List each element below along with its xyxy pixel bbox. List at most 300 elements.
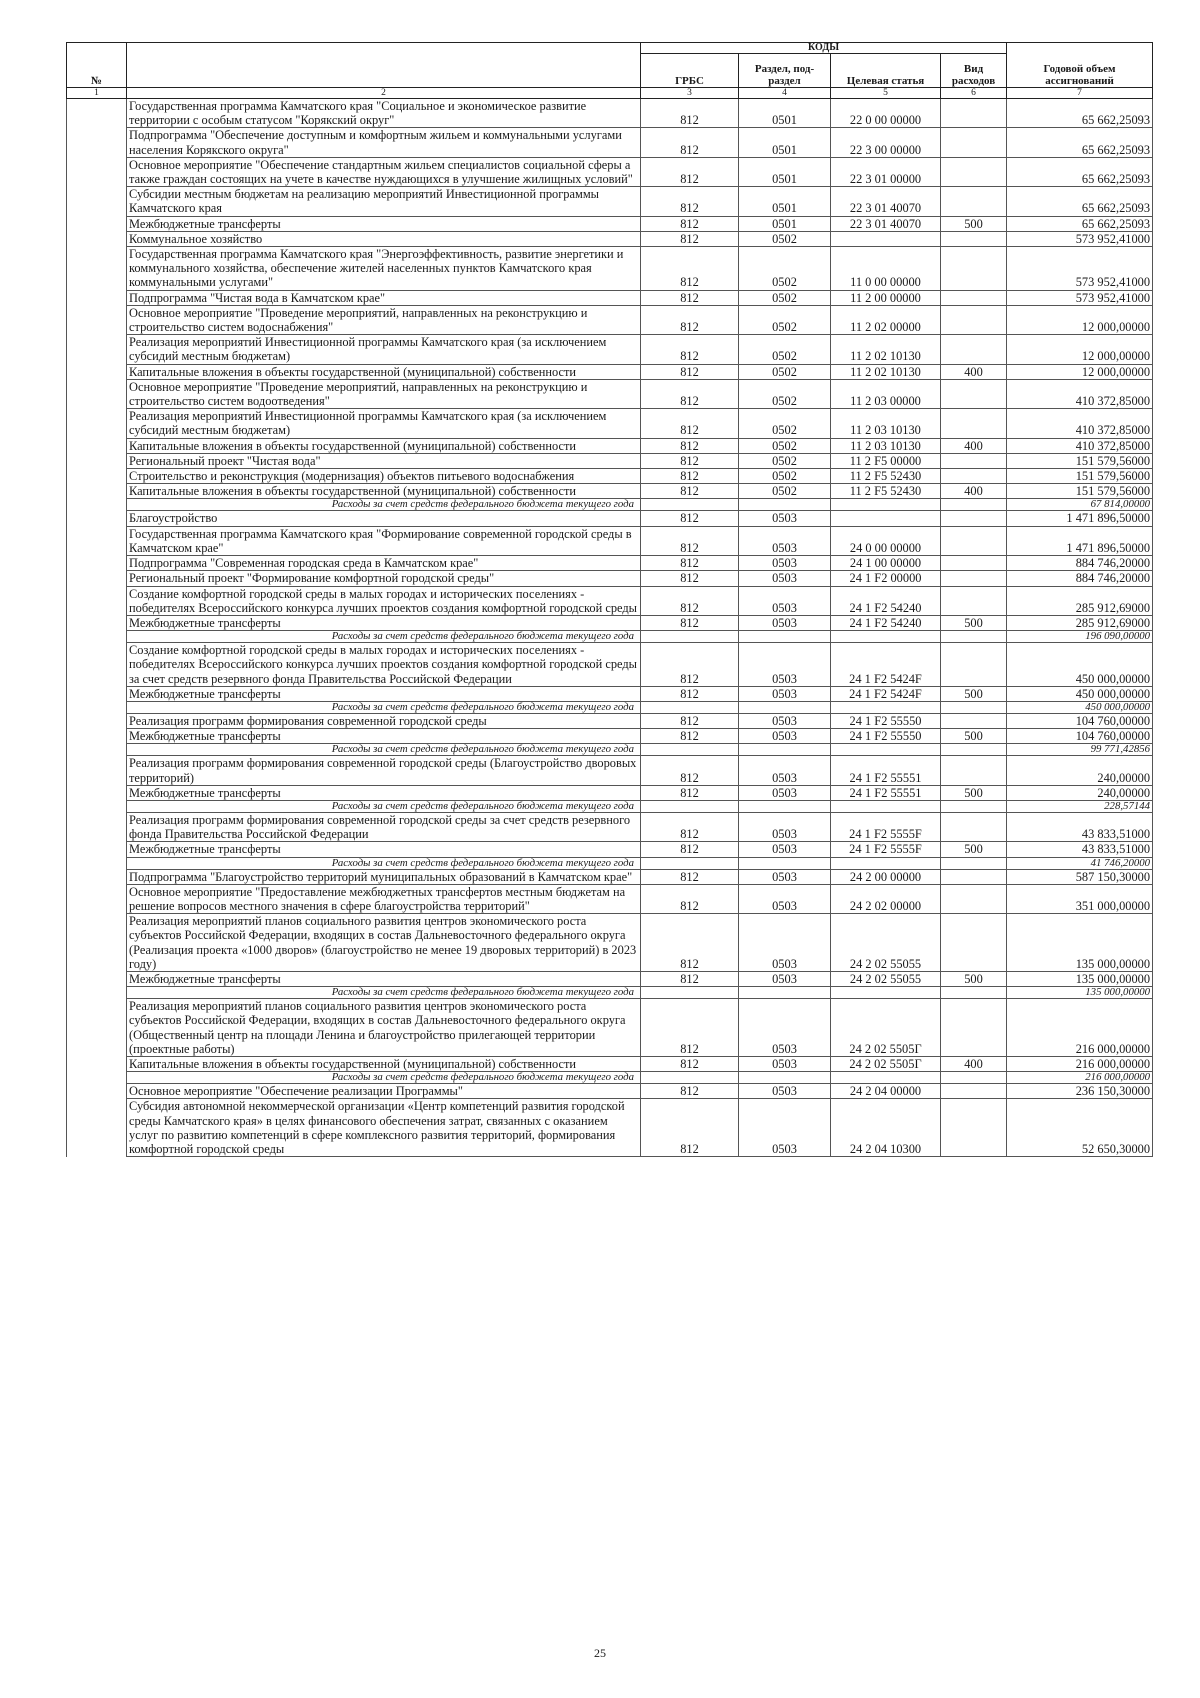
row-number-cell bbox=[67, 571, 127, 586]
row-number-cell bbox=[67, 335, 127, 364]
budget-table bbox=[66, 42, 1153, 1157]
table-row bbox=[67, 335, 1153, 364]
row-number-cell bbox=[67, 469, 127, 484]
federal-budget-note-row bbox=[67, 499, 1153, 511]
column-number-2: 2 bbox=[127, 88, 641, 99]
budget-sheet bbox=[66, 42, 1152, 1157]
target-cell: 11 2 02 10130 bbox=[831, 335, 941, 364]
section-cell: 0501 bbox=[739, 157, 831, 186]
grbs-cell bbox=[641, 499, 739, 511]
section-cell: 0503 bbox=[739, 842, 831, 857]
grbs-cell bbox=[641, 987, 739, 999]
table-row bbox=[67, 615, 1153, 630]
target-cell: 24 1 00 00000 bbox=[831, 556, 941, 571]
table-row bbox=[67, 409, 1153, 438]
expense-type-cell bbox=[941, 409, 1007, 438]
expense-type-cell bbox=[941, 453, 1007, 468]
grbs-cell: 812 bbox=[641, 216, 739, 231]
target-cell: 24 1 F2 00000 bbox=[831, 571, 941, 586]
expense-type-cell bbox=[941, 526, 1007, 555]
row-number-cell bbox=[67, 99, 127, 128]
target-cell: 24 2 02 55055 bbox=[831, 971, 941, 986]
table-row bbox=[67, 484, 1153, 499]
expense-type-cell: 400 bbox=[941, 484, 1007, 499]
row-name-cell: Основное мероприятие "Проведение мероприятий, направленных на реконструкцию и строительство систем водоотведения" bbox=[127, 379, 641, 408]
name-column-header bbox=[127, 43, 641, 88]
row-name-cell: Расходы за счет средств федерального бюджета текущего года bbox=[127, 499, 641, 511]
row-number-cell bbox=[67, 987, 127, 999]
target-cell: 24 2 04 00000 bbox=[831, 1084, 941, 1099]
section-cell bbox=[739, 744, 831, 756]
row-name-cell: Расходы за счет средств федерального бюджета текущего года bbox=[127, 1072, 641, 1084]
expense-type-cell bbox=[941, 187, 1007, 216]
grbs-cell: 812 bbox=[641, 869, 739, 884]
row-name-cell: Создание комфортной городской среды в малых городах и исторических поселениях - победителях Всероссийского конкурса лучших проектов создания комфортной городской среды bbox=[127, 586, 641, 615]
row-name-cell: Строительство и реконструкция (модернизация) объектов питьевого водоснабжения bbox=[127, 469, 641, 484]
amount-cell: 135 000,00000 bbox=[1007, 971, 1153, 986]
target-cell: 11 2 F5 00000 bbox=[831, 453, 941, 468]
row-number-cell bbox=[67, 290, 127, 305]
target-cell: 22 3 01 40070 bbox=[831, 216, 941, 231]
row-name-cell: Региональный проект "Чистая вода" bbox=[127, 453, 641, 468]
table-row bbox=[67, 869, 1153, 884]
row-number-cell bbox=[67, 305, 127, 334]
table-row bbox=[67, 128, 1153, 157]
federal-budget-note-row bbox=[67, 987, 1153, 999]
expense-type-cell bbox=[941, 1099, 1007, 1157]
grbs-cell: 812 bbox=[641, 615, 739, 630]
row-number-cell bbox=[67, 1056, 127, 1071]
expense-type-cell bbox=[941, 586, 1007, 615]
amount-cell: 884 746,20000 bbox=[1007, 556, 1153, 571]
section-cell bbox=[739, 987, 831, 999]
expense-type-cell bbox=[941, 884, 1007, 913]
target-cell: 11 2 03 10130 bbox=[831, 409, 941, 438]
target-cell: 22 3 00 00000 bbox=[831, 128, 941, 157]
row-name-cell: Межбюджетные трансферты bbox=[127, 842, 641, 857]
table-row bbox=[67, 756, 1153, 785]
target-cell: 24 1 F2 5424F bbox=[831, 686, 941, 701]
federal-budget-note-row bbox=[67, 701, 1153, 713]
table-row bbox=[67, 1099, 1153, 1157]
expense-type-cell bbox=[941, 1072, 1007, 1084]
target-cell: 24 0 00 00000 bbox=[831, 526, 941, 555]
target-cell: 24 1 F2 55550 bbox=[831, 729, 941, 744]
grbs-cell: 812 bbox=[641, 713, 739, 728]
table-row bbox=[67, 231, 1153, 246]
amount-cell: 573 952,41000 bbox=[1007, 290, 1153, 305]
expense-type-cell bbox=[941, 335, 1007, 364]
row-name-cell: Расходы за счет средств федерального бюджета текущего года bbox=[127, 631, 641, 643]
section-cell: 0502 bbox=[739, 469, 831, 484]
row-number-cell bbox=[67, 857, 127, 869]
section-cell: 0503 bbox=[739, 526, 831, 555]
row-number-cell bbox=[67, 128, 127, 157]
grbs-cell: 812 bbox=[641, 1056, 739, 1071]
grbs-cell: 812 bbox=[641, 305, 739, 334]
section-cell bbox=[739, 701, 831, 713]
target-cell: 11 2 03 10130 bbox=[831, 438, 941, 453]
row-name-cell: Расходы за счет средств федерального бюджета текущего года bbox=[127, 857, 641, 869]
amount-cell: 52 650,30000 bbox=[1007, 1099, 1153, 1157]
table-row bbox=[67, 216, 1153, 231]
grbs-cell: 812 bbox=[641, 1099, 739, 1157]
row-name-cell: Государственная программа Камчатского края "Социальное и экономическое развитие территории с особым статусом "Корякский округ" bbox=[127, 99, 641, 128]
grbs-cell: 812 bbox=[641, 438, 739, 453]
row-number-cell bbox=[67, 914, 127, 972]
expense-type-cell bbox=[941, 556, 1007, 571]
grbs-column-header: ГРБС bbox=[641, 54, 739, 88]
row-number-cell bbox=[67, 1072, 127, 1084]
row-name-cell: Капитальные вложения в объекты государственной (муниципальной) собственности bbox=[127, 438, 641, 453]
row-number-cell bbox=[67, 1099, 127, 1157]
expense-type-cell bbox=[941, 128, 1007, 157]
row-name-cell: Межбюджетные трансферты bbox=[127, 971, 641, 986]
codes-group-header: КОДЫ bbox=[641, 43, 1007, 54]
target-cell: 22 3 01 00000 bbox=[831, 157, 941, 186]
column-number-6: 6 bbox=[941, 88, 1007, 99]
row-name-cell: Реализация программ формирования современной городской среды (Благоустройство дворовых территорий) bbox=[127, 756, 641, 785]
amount-cell: 450 000,00000 bbox=[1007, 643, 1153, 687]
row-name-cell: Подпрограмма "Чистая вода в Камчатском крае" bbox=[127, 290, 641, 305]
table-row bbox=[67, 453, 1153, 468]
target-cell: 11 2 00 00000 bbox=[831, 290, 941, 305]
target-cell: 24 1 F2 5555F bbox=[831, 812, 941, 841]
expense-type-cell bbox=[941, 713, 1007, 728]
table-row bbox=[67, 713, 1153, 728]
row-number-cell bbox=[67, 1084, 127, 1099]
table-row bbox=[67, 556, 1153, 571]
row-name-cell: Основное мероприятие "Обеспечение стандартным жильем специалистов социальной сферы а также граждан состоящих на учете в качестве нуждающихся в улучшение жилищных условий" bbox=[127, 157, 641, 186]
grbs-cell bbox=[641, 800, 739, 812]
expense-type-cell bbox=[941, 157, 1007, 186]
amount-cell: 65 662,25093 bbox=[1007, 187, 1153, 216]
row-number-cell bbox=[67, 556, 127, 571]
expense-type-cell bbox=[941, 305, 1007, 334]
row-number-cell bbox=[67, 756, 127, 785]
table-row bbox=[67, 469, 1153, 484]
amount-cell: 285 912,69000 bbox=[1007, 615, 1153, 630]
row-number-cell bbox=[67, 511, 127, 526]
row-name-cell: Коммунальное хозяйство bbox=[127, 231, 641, 246]
expense-type-cell bbox=[941, 511, 1007, 526]
section-cell bbox=[739, 499, 831, 511]
section-cell bbox=[739, 857, 831, 869]
row-name-cell: Расходы за счет средств федерального бюджета текущего года bbox=[127, 744, 641, 756]
expense-type-cell: 400 bbox=[941, 438, 1007, 453]
column-number-5: 5 bbox=[831, 88, 941, 99]
table-row bbox=[67, 247, 1153, 291]
table-header bbox=[67, 43, 1153, 99]
grbs-cell: 812 bbox=[641, 914, 739, 972]
target-cell: 24 1 F2 55550 bbox=[831, 713, 941, 728]
table-row bbox=[67, 526, 1153, 555]
expense-type-cell: 500 bbox=[941, 615, 1007, 630]
table-row bbox=[67, 99, 1153, 128]
row-number-cell bbox=[67, 615, 127, 630]
grbs-cell: 812 bbox=[641, 756, 739, 785]
row-number-cell bbox=[67, 631, 127, 643]
target-cell: 22 0 00 00000 bbox=[831, 99, 941, 128]
row-number-cell bbox=[67, 187, 127, 216]
grbs-cell: 812 bbox=[641, 971, 739, 986]
table-row bbox=[67, 1084, 1153, 1099]
target-cell: 24 2 02 55055 bbox=[831, 914, 941, 972]
amount-cell: 240,00000 bbox=[1007, 785, 1153, 800]
amount-cell: 216 000,00000 bbox=[1007, 999, 1153, 1057]
grbs-cell bbox=[641, 631, 739, 643]
section-cell: 0503 bbox=[739, 571, 831, 586]
row-number-cell bbox=[67, 216, 127, 231]
target-cell: 11 2 03 00000 bbox=[831, 379, 941, 408]
table-row bbox=[67, 438, 1153, 453]
grbs-cell: 812 bbox=[641, 484, 739, 499]
table-row bbox=[67, 971, 1153, 986]
section-cell: 0502 bbox=[739, 305, 831, 334]
section-cell: 0503 bbox=[739, 914, 831, 972]
grbs-cell: 812 bbox=[641, 999, 739, 1057]
row-number-cell bbox=[67, 971, 127, 986]
column-number-7: 7 bbox=[1007, 88, 1153, 99]
section-cell: 0503 bbox=[739, 812, 831, 841]
row-name-cell: Основное мероприятие "Предоставление межбюджетных трансфертов местным бюджетам на решение вопросов местного значения в сфере благоустройства территорий" bbox=[127, 884, 641, 913]
target-cell: 11 2 02 10130 bbox=[831, 364, 941, 379]
number-column-header: № bbox=[67, 43, 127, 88]
grbs-cell: 812 bbox=[641, 812, 739, 841]
row-name-cell: Реализация программ формирования современной городской среды за счет средств резервного фонда Правительства Российской Федерации bbox=[127, 812, 641, 841]
column-number-4: 4 bbox=[739, 88, 831, 99]
grbs-cell: 812 bbox=[641, 99, 739, 128]
section-cell: 0502 bbox=[739, 409, 831, 438]
section-cell: 0501 bbox=[739, 216, 831, 231]
row-name-cell: Реализация мероприятий планов социального развития центров экономического роста субъектов Российской Федерации, входящих в состав Дальневосточного федерального округа (Реализация проекта «1000 дворов» (благоустройство не менее 19 дворовых территорий) в 2023 году) bbox=[127, 914, 641, 972]
row-name-cell: Создание комфортной городской среды в малых городах и исторических поселениях - победителях Всероссийского конкурса лучших проектов создания комфортной городской среды за счет средств резервного фонда Правительства Российской Федерации bbox=[127, 643, 641, 687]
amount-cell: 135 000,00000 bbox=[1007, 914, 1153, 972]
grbs-cell: 812 bbox=[641, 187, 739, 216]
section-cell bbox=[739, 631, 831, 643]
amount-cell: 43 833,51000 bbox=[1007, 812, 1153, 841]
section-cell: 0503 bbox=[739, 884, 831, 913]
grbs-cell: 812 bbox=[641, 556, 739, 571]
grbs-cell: 812 bbox=[641, 335, 739, 364]
column-number-3: 3 bbox=[641, 88, 739, 99]
table-row bbox=[67, 729, 1153, 744]
amount-cell: 151 579,56000 bbox=[1007, 484, 1153, 499]
federal-budget-note-row bbox=[67, 1072, 1153, 1084]
row-number-cell bbox=[67, 484, 127, 499]
grbs-cell: 812 bbox=[641, 729, 739, 744]
row-name-cell: Подпрограмма "Современная городская среда в Камчатском крае" bbox=[127, 556, 641, 571]
row-name-cell: Основное мероприятие "Проведение мероприятий, направленных на реконструкцию и строительство систем водоснабжения" bbox=[127, 305, 641, 334]
target-cell: 24 1 F2 54240 bbox=[831, 615, 941, 630]
expense-type-cell: 500 bbox=[941, 729, 1007, 744]
table-row bbox=[67, 187, 1153, 216]
target-cell: 11 2 F5 52430 bbox=[831, 469, 941, 484]
table-row bbox=[67, 364, 1153, 379]
section-cell: 0503 bbox=[739, 869, 831, 884]
grbs-cell: 812 bbox=[641, 785, 739, 800]
row-name-cell: Реализация мероприятий планов социального развития центров экономического роста субъектов Российской Федерации, входящих в состав Дальневосточного федерального округа (Общественный центр на площади Ленина и благоустройство прилегающей территории (проектные работы) bbox=[127, 999, 641, 1057]
row-name-cell: Расходы за счет средств федерального бюджета текущего года bbox=[127, 987, 641, 999]
target-cell: 24 2 00 00000 bbox=[831, 869, 941, 884]
amount-cell: 228,57144 bbox=[1007, 800, 1153, 812]
row-name-cell: Субсидия автономной некоммерческой организации «Центр компетенций развития городской среды Камчатского края» в целях финансового обеспечения затрат, связанных с оказанием услуг по развитию компетенций в сфере комплексного развития территорий, формирования комфортной городской среды bbox=[127, 1099, 641, 1157]
expense-type-column-header: Вид расходов bbox=[941, 54, 1007, 88]
target-column-header: Целевая статья bbox=[831, 54, 941, 88]
target-cell: 11 2 02 00000 bbox=[831, 305, 941, 334]
expense-type-cell: 500 bbox=[941, 971, 1007, 986]
row-number-cell bbox=[67, 842, 127, 857]
section-cell: 0503 bbox=[739, 686, 831, 701]
row-number-cell bbox=[67, 526, 127, 555]
target-cell bbox=[831, 857, 941, 869]
amount-cell: 410 372,85000 bbox=[1007, 438, 1153, 453]
amount-cell: 67 814,00000 bbox=[1007, 499, 1153, 511]
target-cell: 24 1 F2 55551 bbox=[831, 785, 941, 800]
target-cell bbox=[831, 631, 941, 643]
row-name-cell: Реализация мероприятий Инвестиционной программы Камчатского края (за исключением субсидий местным бюджетам) bbox=[127, 335, 641, 364]
grbs-cell: 812 bbox=[641, 379, 739, 408]
section-cell: 0501 bbox=[739, 99, 831, 128]
federal-budget-note-row bbox=[67, 631, 1153, 643]
expense-type-cell bbox=[941, 756, 1007, 785]
target-cell: 22 3 01 40070 bbox=[831, 187, 941, 216]
target-cell bbox=[831, 800, 941, 812]
amount-cell: 216 000,00000 bbox=[1007, 1072, 1153, 1084]
section-cell: 0503 bbox=[739, 511, 831, 526]
section-cell: 0503 bbox=[739, 971, 831, 986]
row-name-cell: Расходы за счет средств федерального бюджета текущего года bbox=[127, 701, 641, 713]
amount-cell: 151 579,56000 bbox=[1007, 469, 1153, 484]
section-cell: 0502 bbox=[739, 335, 831, 364]
target-cell: 24 1 F2 54240 bbox=[831, 586, 941, 615]
expense-type-cell: 500 bbox=[941, 216, 1007, 231]
target-cell: 24 1 F2 5424F bbox=[831, 643, 941, 687]
expense-type-cell bbox=[941, 1084, 1007, 1099]
expense-type-cell bbox=[941, 701, 1007, 713]
amount-cell: 104 760,00000 bbox=[1007, 729, 1153, 744]
target-cell: 24 2 02 5505Г bbox=[831, 999, 941, 1057]
table-row bbox=[67, 643, 1153, 687]
expense-type-cell: 500 bbox=[941, 842, 1007, 857]
row-number-cell bbox=[67, 701, 127, 713]
grbs-cell: 812 bbox=[641, 409, 739, 438]
section-cell: 0501 bbox=[739, 128, 831, 157]
row-number-cell bbox=[67, 869, 127, 884]
amount-cell: 587 150,30000 bbox=[1007, 869, 1153, 884]
section-cell bbox=[739, 800, 831, 812]
amount-cell: 351 000,00000 bbox=[1007, 884, 1153, 913]
expense-type-cell: 400 bbox=[941, 364, 1007, 379]
table-row bbox=[67, 914, 1153, 972]
row-name-cell: Капитальные вложения в объекты государственной (муниципальной) собственности bbox=[127, 1056, 641, 1071]
section-cell: 0503 bbox=[739, 999, 831, 1057]
amount-cell: 196 090,00000 bbox=[1007, 631, 1153, 643]
grbs-cell: 812 bbox=[641, 290, 739, 305]
row-number-cell bbox=[67, 643, 127, 687]
target-cell: 11 0 00 00000 bbox=[831, 247, 941, 291]
section-cell: 0503 bbox=[739, 729, 831, 744]
row-number-cell bbox=[67, 499, 127, 511]
table-row bbox=[67, 571, 1153, 586]
page-number: 25 bbox=[594, 1646, 606, 1660]
federal-budget-note-row bbox=[67, 744, 1153, 756]
grbs-cell: 812 bbox=[641, 884, 739, 913]
amount-cell: 65 662,25093 bbox=[1007, 157, 1153, 186]
grbs-cell: 812 bbox=[641, 247, 739, 291]
section-cell: 0503 bbox=[739, 1084, 831, 1099]
section-cell: 0503 bbox=[739, 643, 831, 687]
grbs-cell: 812 bbox=[641, 842, 739, 857]
expense-type-cell bbox=[941, 999, 1007, 1057]
row-number-cell bbox=[67, 884, 127, 913]
grbs-cell bbox=[641, 744, 739, 756]
table-row bbox=[67, 290, 1153, 305]
target-cell: 24 1 F2 5555F bbox=[831, 842, 941, 857]
amount-cell: 240,00000 bbox=[1007, 756, 1153, 785]
expense-type-cell bbox=[941, 99, 1007, 128]
amount-cell: 99 771,42856 bbox=[1007, 744, 1153, 756]
target-cell bbox=[831, 1072, 941, 1084]
federal-budget-note-row bbox=[67, 857, 1153, 869]
row-name-cell: Региональный проект "Формирование комфортной городской среды" bbox=[127, 571, 641, 586]
target-cell bbox=[831, 744, 941, 756]
table-row bbox=[67, 511, 1153, 526]
row-number-cell bbox=[67, 713, 127, 728]
grbs-cell: 812 bbox=[641, 1084, 739, 1099]
amount-cell: 450 000,00000 bbox=[1007, 686, 1153, 701]
section-cell: 0503 bbox=[739, 586, 831, 615]
section-cell bbox=[739, 1072, 831, 1084]
amount-cell: 12 000,00000 bbox=[1007, 364, 1153, 379]
table-row bbox=[67, 586, 1153, 615]
expense-type-cell bbox=[941, 571, 1007, 586]
section-cell: 0502 bbox=[739, 484, 831, 499]
section-cell: 0503 bbox=[739, 556, 831, 571]
amount-cell: 65 662,25093 bbox=[1007, 128, 1153, 157]
grbs-cell: 812 bbox=[641, 511, 739, 526]
expense-type-cell bbox=[941, 869, 1007, 884]
amount-cell: 151 579,56000 bbox=[1007, 453, 1153, 468]
row-number-cell bbox=[67, 247, 127, 291]
expense-type-cell bbox=[941, 469, 1007, 484]
grbs-cell: 812 bbox=[641, 364, 739, 379]
expense-type-cell bbox=[941, 290, 1007, 305]
row-name-cell: Реализация программ формирования современной городской среды bbox=[127, 713, 641, 728]
target-cell bbox=[831, 511, 941, 526]
row-number-cell bbox=[67, 364, 127, 379]
table-body bbox=[67, 99, 1153, 1157]
target-cell bbox=[831, 701, 941, 713]
section-cell: 0503 bbox=[739, 756, 831, 785]
amount-cell: 104 760,00000 bbox=[1007, 713, 1153, 728]
table-row bbox=[67, 157, 1153, 186]
amount-cell: 12 000,00000 bbox=[1007, 335, 1153, 364]
row-number-cell bbox=[67, 744, 127, 756]
table-row bbox=[67, 785, 1153, 800]
row-number-cell bbox=[67, 686, 127, 701]
section-cell: 0501 bbox=[739, 187, 831, 216]
table-row bbox=[67, 305, 1153, 334]
section-cell: 0502 bbox=[739, 379, 831, 408]
grbs-cell: 812 bbox=[641, 128, 739, 157]
grbs-cell bbox=[641, 857, 739, 869]
target-cell bbox=[831, 987, 941, 999]
row-name-cell: Межбюджетные трансферты bbox=[127, 785, 641, 800]
target-cell: 11 2 F5 52430 bbox=[831, 484, 941, 499]
row-name-cell: Основное мероприятие "Обеспечение реализации Программы" bbox=[127, 1084, 641, 1099]
section-cell: 0502 bbox=[739, 247, 831, 291]
